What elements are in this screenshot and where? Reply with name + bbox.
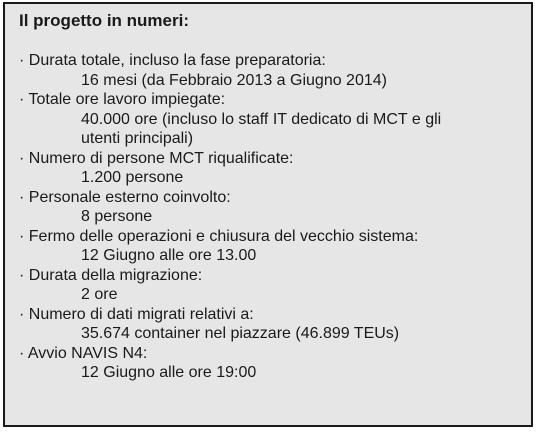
box-title: Il progetto in numeri: [19,11,189,30]
item-value: 35.674 container nel piazzare (46.899 TEUs) [81,325,400,342]
list-item [19,90,441,149]
item-label: · Numero di persone MCT riqualificate: [19,149,294,167]
list-item [19,227,441,266]
item-value: 12 Giugno alle ore 13.00 [81,247,257,264]
item-label: · Avvio NAVIS N4: [19,344,148,362]
item-value-continuation: utenti principali) [81,130,194,147]
item-label: · Durata totale, incluso la fase preparatoria: [19,52,326,69]
item-value: 12 Giugno alle ore 19:00 [81,364,257,381]
info-box [3,2,533,427]
item-label: · Numero di dati migrati relativi a: [19,305,254,323]
item-value: 1.200 persone [81,169,184,186]
item-label: · Fermo delle operazioni e chiusura del vecchio sistema: [19,227,419,245]
list-item [19,51,441,90]
list-item [19,344,441,383]
item-value: 2 ore [81,286,118,303]
item-label: · Totale ore lavoro impiegate: [19,91,226,108]
item-value: 16 mesi (da Febbraio 2013 a Giugno 2014) [81,71,387,89]
list-item [19,188,441,227]
list-item [19,149,441,188]
item-value: 40.000 ore (incluso lo staff IT dedicato di MCT e gli [81,110,442,128]
facts-list [19,51,441,383]
list-item [19,266,441,305]
item-label: · Personale esterno coinvolto: [19,188,231,206]
list-item [19,305,441,344]
item-label: · Durata della migrazione: [19,266,203,284]
item-value: 8 persone [81,208,153,225]
